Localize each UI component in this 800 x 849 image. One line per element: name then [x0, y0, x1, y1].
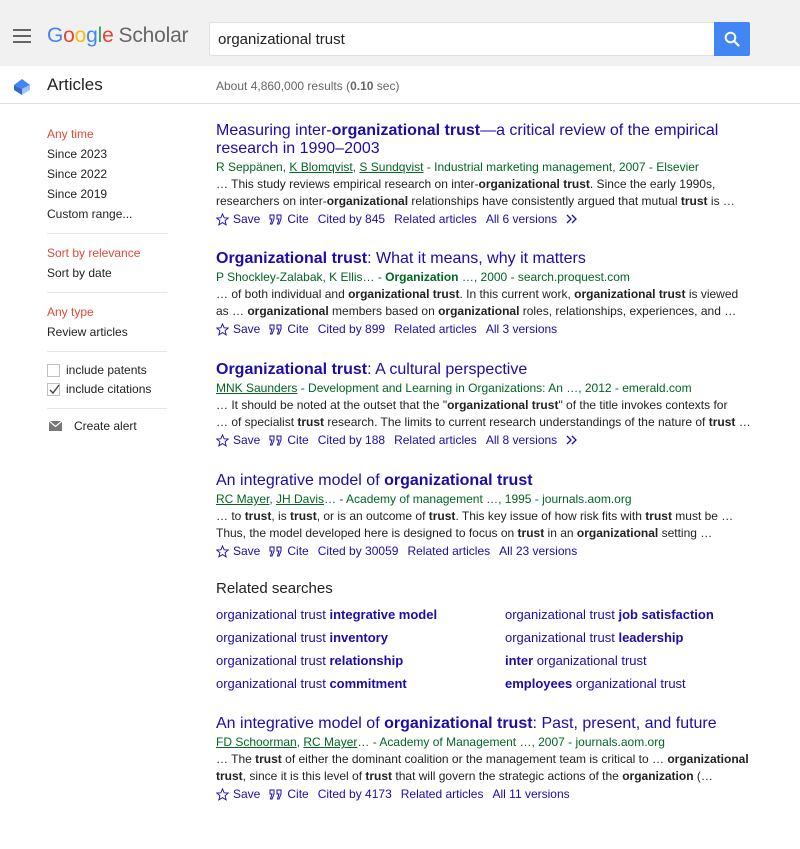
filter-any-type[interactable]: Any type — [47, 305, 94, 319]
filter-since-2019[interactable]: Since 2019 — [47, 187, 108, 201]
quote-icon — [269, 324, 283, 335]
result-title-link[interactable]: Measuring inter-organizational trust—a critical review of the empirical research in 1990–2003 — [216, 122, 719, 157]
sort-by-date[interactable]: Sort by date — [47, 266, 112, 280]
versions-link[interactable]: All 3 versions — [485, 322, 558, 336]
related-searches — [216, 606, 776, 693]
result-authors: FD Schoorman, RC Mayer… - Academy of Management …, 2007 - journals.aom.org — [216, 735, 665, 749]
related-search-link[interactable]: organizational trust commitment — [216, 676, 407, 691]
checkmark-icon — [48, 383, 61, 396]
related-search-link[interactable]: employees organizational trust — [505, 676, 686, 691]
cite-button[interactable]: Cite — [269, 431, 308, 449]
result-authors: MNK Saunders - Development and Learning in Organizations: An …, 2012 - emerald.com — [216, 381, 692, 395]
include-citations-label: include citations — [66, 382, 152, 396]
create-alert-button[interactable] — [47, 419, 167, 433]
related-articles-link[interactable]: Related articles — [394, 433, 477, 447]
cite-button[interactable]: Cite — [269, 542, 308, 560]
top-bar — [0, 0, 800, 66]
star-icon — [216, 545, 229, 558]
result-title-link[interactable]: An integrative model of organizational trust: Past, present, and future — [216, 715, 717, 732]
filter-sidebar — [47, 124, 167, 433]
cited-by-link[interactable]: Cited by 899 — [317, 322, 386, 336]
include-citations-option[interactable] — [47, 380, 167, 399]
result-snippet: … It should be noted at the outset that the "organizational trust" of the title invokes contexts for … of specialist trust research. The limits to current research understandings of the nature of trust … — [216, 398, 751, 429]
include-patents-checkbox[interactable] — [47, 364, 60, 377]
include-patents-label: include patents — [66, 363, 147, 377]
related-articles-link[interactable]: Related articles — [400, 787, 484, 801]
search-result — [216, 250, 776, 338]
divider — [47, 408, 167, 409]
filter-review-articles[interactable]: Review articles — [47, 325, 128, 339]
result-actions — [216, 210, 776, 228]
related-searches-heading: Related searches — [216, 580, 333, 597]
divider — [47, 351, 167, 352]
versions-link[interactable]: All 11 versions — [492, 787, 570, 801]
section-title: Articles — [47, 75, 103, 94]
save-button[interactable]: Save — [216, 542, 260, 560]
cited-by-link[interactable]: Cited by 188 — [317, 433, 386, 447]
search-result — [216, 361, 776, 449]
result-actions — [216, 785, 776, 803]
cite-button[interactable]: Cite — [269, 210, 308, 228]
result-actions — [216, 431, 776, 449]
more-chevron-icon — [566, 214, 579, 224]
save-button[interactable]: Save — [216, 785, 260, 803]
cite-button[interactable]: Cite — [269, 785, 308, 803]
related-articles-link[interactable]: Related articles — [394, 212, 477, 226]
versions-link[interactable]: All 8 versions — [485, 433, 558, 447]
related-articles-link[interactable]: Related articles — [394, 322, 477, 336]
search-input[interactable] — [209, 22, 715, 56]
result-snippet: … This study reviews empirical research on inter-organizational trust. Since the early 1990s, researchers on inter-organizational relationships have consistently argued that mutual trust is … — [216, 177, 735, 208]
filter-custom-range[interactable]: Custom range... — [47, 207, 133, 221]
search-result — [216, 715, 776, 803]
result-authors: R Seppänen, K Blomqvist, S Sundqvist - Industrial marketing management, 2007 - Elsevier — [216, 160, 699, 174]
result-actions — [216, 320, 776, 338]
star-icon — [216, 323, 229, 336]
star-icon — [216, 213, 229, 226]
more-chevron-icon — [566, 435, 579, 445]
divider — [47, 233, 167, 234]
quote-icon — [269, 435, 283, 446]
create-alert-label: Create alert — [74, 419, 137, 433]
results-count: About 4,860,000 results (0.10 sec) — [216, 79, 400, 93]
cite-button[interactable]: Cite — [269, 320, 308, 338]
envelope-icon — [49, 421, 62, 431]
more-button[interactable] — [566, 435, 579, 445]
include-patents-option[interactable] — [47, 361, 167, 380]
result-snippet: … The trust of either the dominant coalition or the management team is critical to … organizational trust, since it is this level of trust that will govern the strategic actions of the organization (… — [216, 752, 749, 783]
result-authors: RC Mayer, JH Davis… - Academy of management …, 1995 - journals.aom.org — [216, 492, 632, 506]
result-snippet: … of both individual and organizational trust. In this current work, organizational trust is viewed as … organizational members based on organizational roles, relationships, experiences, and … — [216, 287, 739, 318]
sort-by-relevance[interactable]: Sort by relevance — [47, 246, 141, 260]
search-button[interactable] — [714, 22, 750, 56]
save-button[interactable]: Save — [216, 431, 260, 449]
result-authors: P Shockley-Zalabak, K Ellis… - Organization …, 2000 - search.proquest.com — [216, 270, 630, 284]
related-search-link[interactable]: organizational trust leadership — [505, 630, 684, 645]
related-search-link[interactable]: organizational trust relationship — [216, 653, 404, 668]
related-search-link[interactable]: organizational trust inventory — [216, 630, 388, 645]
result-title-link[interactable]: An integrative model of organizational trust — [216, 472, 533, 489]
filter-since-2022[interactable]: Since 2022 — [47, 167, 108, 181]
search-result — [216, 122, 776, 228]
result-actions — [216, 542, 776, 560]
quote-icon — [269, 546, 283, 557]
result-title-link[interactable]: Organizational trust: What it means, why it matters — [216, 250, 586, 267]
quote-icon — [269, 214, 283, 225]
menu-icon[interactable] — [13, 29, 31, 43]
cited-by-link[interactable]: Cited by 30059 — [317, 544, 399, 558]
save-button[interactable]: Save — [216, 210, 260, 228]
include-citations-checkbox[interactable] — [47, 383, 60, 396]
search-result — [216, 472, 776, 560]
related-search-link[interactable]: inter organizational trust — [505, 653, 647, 668]
google-scholar-logo[interactable]: Google Scholar — [47, 24, 189, 47]
articles-icon — [13, 78, 31, 96]
results-list — [216, 122, 776, 803]
save-button[interactable]: Save — [216, 320, 260, 338]
divider — [47, 292, 167, 293]
cited-by-link[interactable]: Cited by 845 — [317, 212, 386, 226]
search-icon — [724, 31, 740, 47]
section-bar — [0, 66, 800, 104]
versions-link[interactable]: All 23 versions — [499, 544, 578, 558]
quote-icon — [269, 789, 283, 800]
related-articles-link[interactable]: Related articles — [407, 544, 491, 558]
filter-any-time[interactable]: Any time — [47, 127, 94, 141]
cited-by-link[interactable]: Cited by 4173 — [317, 787, 392, 801]
star-icon — [216, 434, 229, 447]
more-button[interactable] — [566, 214, 579, 224]
related-search-link[interactable]: organizational trust integrative model — [216, 607, 438, 622]
filter-since-2023[interactable]: Since 2023 — [47, 147, 108, 161]
related-search-link[interactable]: organizational trust job satisfaction — [505, 607, 714, 622]
result-title-link[interactable]: Organizational trust: A cultural perspective — [216, 361, 528, 378]
versions-link[interactable]: All 6 versions — [485, 212, 558, 226]
result-snippet: … to trust, is trust, or is an outcome of trust. This key issue of how risk fits with trust must be … Thus, the model developed here is designed to focus on trust in an organizational setting … — [216, 509, 734, 540]
star-icon — [216, 788, 229, 801]
